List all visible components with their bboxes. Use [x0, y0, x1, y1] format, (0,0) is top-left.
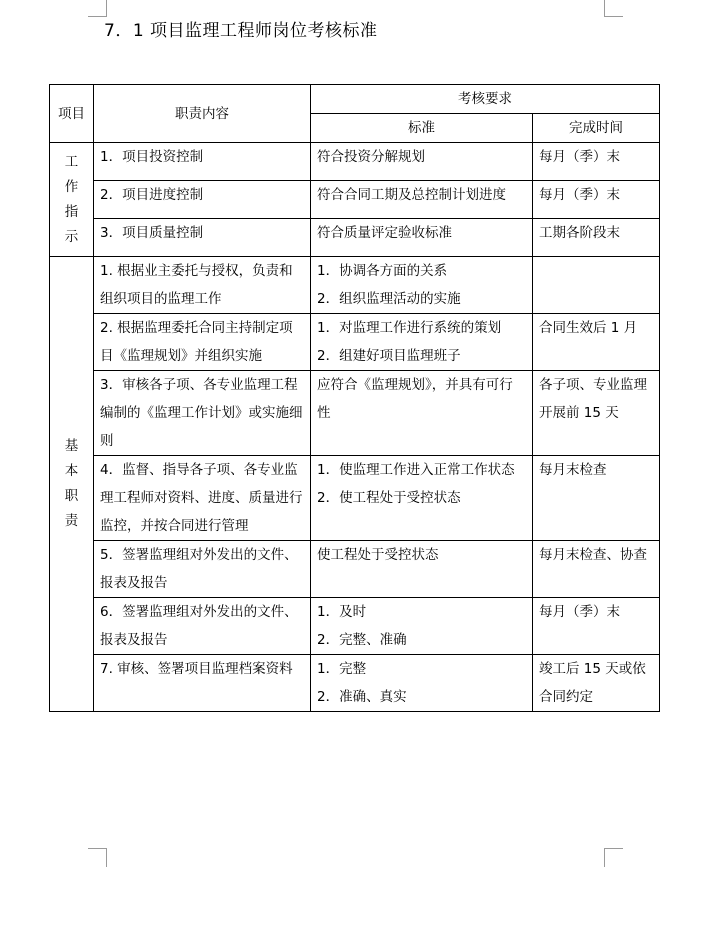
standard-cell: 应符合《监理规划》，并具有可行性: [311, 371, 533, 456]
standard-cell: 1．协调各方面的关系 2．组织监理活动的实施: [311, 257, 533, 314]
category-cell-work-instruction: 工 作 指 示: [50, 143, 94, 257]
duty-cell: 1. 根据业主委托与授权，负责和组织项目的监理工作: [94, 257, 311, 314]
header-standard: 标准: [311, 114, 533, 143]
table-row: [50, 598, 660, 655]
standard-cell: 使工程处于受控状态: [311, 541, 533, 598]
duty-cell: 3．项目质量控制: [94, 219, 311, 257]
header-requirement: 考核要求: [311, 85, 660, 114]
header-item: 项目: [50, 85, 94, 143]
standard-cell: 1．完整 2．准确、真实: [311, 655, 533, 712]
duty-cell: 5．签署监理组对外发出的文件、报表及报告: [94, 541, 311, 598]
category-cell-basic-duties: 基 本 职 责: [50, 257, 94, 712]
table-row: [50, 655, 660, 712]
duty-cell: 6．签署监理组对外发出的文件、报表及报告: [94, 598, 311, 655]
deadline-cell: 竣工后 15 天或依合同约定: [533, 655, 660, 712]
deadline-cell: [533, 257, 660, 314]
crop-mark-bottom-right: [604, 848, 623, 867]
header-deadline: 完成时间: [533, 114, 660, 143]
standard-cell: 符合合同工期及总控制计划进度: [311, 181, 533, 219]
deadline-cell: 工期各阶段末: [533, 219, 660, 257]
deadline-cell: 每月末检查、协查: [533, 541, 660, 598]
duty-cell: 3．审核各子项、各专业监理工程编制的《监理工作计划》或实施细则: [94, 371, 311, 456]
duty-cell: 2. 根据监理委托合同主持制定项目《监理规划》并组织实施: [94, 314, 311, 371]
table-row: [50, 257, 660, 314]
table-row: [50, 456, 660, 541]
deadline-cell: 合同生效后 1 月: [533, 314, 660, 371]
standard-cell: 1．对监理工作进行系统的策划 2．组建好项目监理班子: [311, 314, 533, 371]
duty-cell: 2．项目进度控制: [94, 181, 311, 219]
crop-mark-top-left: [88, 0, 107, 17]
table-row: [50, 371, 660, 456]
deadline-cell: 各子项、专业监理开展前 15 天: [533, 371, 660, 456]
deadline-cell: 每月（季）末: [533, 181, 660, 219]
duty-cell: 4．监督、指导各子项、各专业监理工程师对资料、进度、质量进行监控，并按合同进行管理: [94, 456, 311, 541]
table-row: [50, 219, 660, 257]
crop-mark-bottom-left: [88, 848, 107, 867]
crop-mark-top-right: [604, 0, 623, 17]
standard-cell: 1．及时 2．完整、准确: [311, 598, 533, 655]
standard-cell: 符合质量评定验收标准: [311, 219, 533, 257]
assessment-table: [49, 84, 660, 712]
deadline-cell: 每月末检查: [533, 456, 660, 541]
standard-cell: 符合投资分解规划: [311, 143, 533, 181]
header-duty: 职责内容: [94, 85, 311, 143]
duty-cell: 1．项目投资控制: [94, 143, 311, 181]
duty-cell: 7. 审核、签署项目监理档案资料: [94, 655, 311, 712]
table-row: [50, 143, 660, 181]
table-row: [50, 541, 660, 598]
document-title: 7．1 项目监理工程师岗位考核标准: [104, 21, 378, 41]
deadline-cell: 每月（季）末: [533, 143, 660, 181]
standard-cell: 1．使监理工作进入正常工作状态 2．使工程处于受控状态: [311, 456, 533, 541]
table-row: [50, 314, 660, 371]
deadline-cell: 每月（季）末: [533, 598, 660, 655]
table-row: [50, 181, 660, 219]
